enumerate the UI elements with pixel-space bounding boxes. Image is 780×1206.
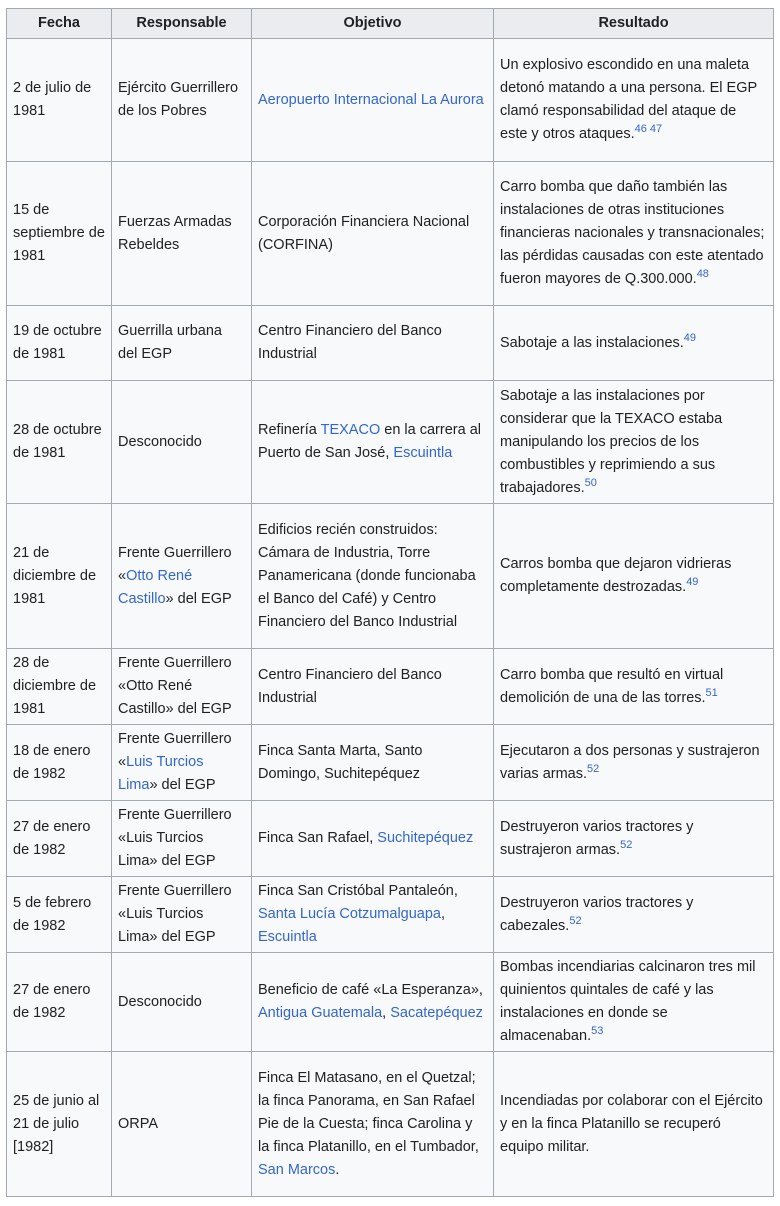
reference-superscript — [635, 123, 663, 135]
objetivo-link[interactable]: Antigua Guatemala — [258, 1005, 383, 1021]
table-row — [7, 649, 774, 725]
responsable-text: Frente Guerrillero « — [118, 731, 232, 770]
responsable-text: Desconocido — [118, 433, 202, 450]
fecha-text: 21 de diciembre de 1981 — [13, 544, 97, 607]
fecha-text: 19 de octubre de 1981 — [13, 323, 102, 362]
cell-resultado — [494, 953, 774, 1052]
cell-responsable — [112, 725, 252, 801]
header-resultado: Resultado — [494, 9, 774, 39]
cell-objetivo — [252, 953, 494, 1052]
cell-responsable — [112, 1052, 252, 1197]
responsable-text: ORPA — [118, 1115, 159, 1132]
reference-superscript — [587, 763, 599, 775]
reference-link[interactable]: 48 — [696, 268, 709, 281]
objetivo-text: Finca Santa Marta, Santo Domingo, Suchitepéquez — [258, 742, 423, 782]
fecha-text: 27 de enero de 1982 — [13, 818, 91, 858]
table-row — [7, 801, 774, 877]
cell-objetivo — [252, 801, 494, 877]
cell-resultado — [494, 306, 774, 381]
cell-responsable — [112, 39, 252, 162]
responsable-text: Fuerzas Armadas Rebeldes — [118, 213, 232, 253]
fecha-text: 25 de junio al — [13, 1092, 100, 1109]
objetivo-text: , — [382, 1005, 391, 1021]
events-table — [6, 8, 774, 1197]
objetivo-text: Corporación Financiera Nacional (CORFINA) — [258, 213, 470, 253]
reference-link[interactable]: 52 — [569, 914, 582, 927]
resultado-text: Destruyeron varios tractores y cabezales. — [500, 894, 694, 934]
responsable-text: Ejército Guerrillero de los Pobres — [118, 80, 239, 119]
fecha-text: 21 de julio [1982] — [13, 1115, 80, 1155]
resultado-text: Ejecutaron a dos personas y sustrajeron varias armas. — [500, 742, 760, 782]
reference-superscript — [684, 332, 696, 344]
cell-responsable — [112, 306, 252, 381]
reference-superscript — [686, 576, 698, 588]
objetivo-link[interactable]: Aeropuerto Internacional La Aurora — [258, 91, 484, 108]
cell-objetivo — [252, 381, 494, 504]
reference-link[interactable]: 47 — [649, 123, 663, 136]
cell-fecha — [7, 1052, 112, 1197]
resultado-text: Carro bomba que resultó en virtual demolición de una de las torres. — [500, 666, 724, 706]
fecha-text: 18 de enero de 1982 — [13, 742, 91, 782]
resultado-text: Sabotaje a las instalaciones. — [500, 334, 684, 351]
objetivo-text: Refinería — [258, 422, 321, 438]
fecha-text: 27 de enero de 1982 — [13, 982, 91, 1021]
responsable-text: Guerrilla urbana del EGP — [118, 323, 222, 362]
cell-fecha — [7, 39, 112, 162]
reference-link[interactable]: 53 — [591, 1025, 604, 1038]
reference-link[interactable]: 49 — [683, 331, 697, 344]
objetivo-text: en la carrera al Puerto de San José, — [258, 422, 481, 461]
cell-fecha — [7, 953, 112, 1052]
table-row — [7, 306, 774, 381]
table-row — [7, 953, 774, 1052]
fecha-text: 5 de febrero de 1982 — [13, 894, 92, 934]
cell-objetivo — [252, 504, 494, 649]
cell-fecha — [7, 162, 112, 306]
objetivo-link[interactable]: Suchitepéquez — [377, 830, 474, 846]
header-responsable: Responsable — [112, 9, 252, 39]
fecha-text: 28 de diciembre de 1981 — [13, 655, 97, 717]
table-row — [7, 162, 774, 306]
cell-responsable — [112, 877, 252, 953]
reference-link[interactable]: 50 — [584, 476, 597, 489]
responsable-text: » del EGP — [149, 777, 216, 793]
cell-responsable — [112, 953, 252, 1052]
resultado-text: Incendiadas por colaborar con el Ejército y en la finca Platanillo se recuperó equipo militar. — [500, 1092, 763, 1155]
fecha-text: 2 de julio de 1981 — [13, 80, 92, 119]
table-row — [7, 877, 774, 953]
reference-superscript — [620, 839, 632, 851]
objetivo-text: Finca San Rafael, — [258, 830, 378, 846]
objetivo-link[interactable]: Santa Lucía Cotzumalguapa — [258, 906, 441, 922]
cell-fecha — [7, 504, 112, 649]
table-body — [7, 39, 774, 1197]
cell-objetivo — [252, 725, 494, 801]
cell-objetivo — [252, 39, 494, 162]
resultado-text: Carros bomba que dejaron vidrieras completamente destrozadas. — [500, 556, 732, 595]
cell-resultado — [494, 649, 774, 725]
responsable-text: » del EGP — [165, 590, 232, 607]
responsable-text: Desconocido — [118, 993, 202, 1010]
objetivo-link[interactable]: Sacatepéquez — [390, 1005, 483, 1021]
objetivo-text: Finca El Matasano, en el Quetzal; la finca Panorama, en San Rafael Pie de la Cuesta; finca Carolina y la finca Platanillo, en el Tumbador, — [258, 1069, 479, 1155]
objetivo-text: Beneficio de café «La Esperanza», — [258, 982, 483, 998]
objetivo-text: Centro Financiero del Banco Industrial — [258, 323, 442, 362]
cell-responsable — [112, 162, 252, 306]
cell-fecha — [7, 649, 112, 725]
cell-resultado — [494, 381, 774, 504]
fecha-text: 15 de septiembre de 1981 — [13, 202, 105, 264]
objetivo-text: , — [441, 906, 446, 922]
objetivo-link[interactable]: Escuintla — [258, 929, 317, 945]
table-row — [7, 504, 774, 649]
resultado-text: Destruyeron varios tractores y sustrajeron armas. — [500, 818, 694, 858]
table-row — [7, 1052, 774, 1197]
header-row — [7, 9, 774, 39]
table-row — [7, 381, 774, 504]
reference-superscript — [585, 477, 597, 489]
responsable-text: Frente Guerrillero « — [118, 544, 232, 584]
reference-link[interactable]: 52 — [587, 762, 600, 775]
cell-resultado — [494, 877, 774, 953]
cell-resultado — [494, 162, 774, 306]
cell-objetivo — [252, 162, 494, 306]
objetivo-link[interactable]: Escuintla — [393, 445, 453, 461]
cell-responsable — [112, 381, 252, 504]
reference-superscript — [591, 1025, 603, 1037]
cell-responsable — [112, 649, 252, 725]
objetivo-link[interactable]: San Marcos — [258, 1161, 336, 1178]
reference-superscript — [697, 268, 709, 280]
responsable-text: Frente Guerrillero «Otto René Castillo» del EGP — [118, 655, 232, 717]
objetivo-link[interactable]: TEXACO — [320, 422, 381, 438]
responsable-text: Frente Guerrillero «Luis Turcios Lima» del EGP — [118, 807, 232, 869]
resultado-text: Un explosivo escondido en una maleta detonó matando a una persona. El EGP clamó responsabilidad del ataque de este y otros ataques. — [500, 57, 757, 142]
header-objetivo: Objetivo — [252, 9, 494, 39]
objetivo-text: Centro Financiero del Banco Industrial — [258, 666, 442, 706]
cell-resultado — [494, 39, 774, 162]
cell-fecha — [7, 381, 112, 504]
cell-objetivo — [252, 877, 494, 953]
cell-fecha — [7, 877, 112, 953]
resultado-text: Bombas incendiarias calcinaron tres mil quinientos quintales de café y las instalaciones en donde se almacenaban. — [500, 959, 756, 1044]
cell-resultado — [494, 504, 774, 649]
cell-objetivo — [252, 306, 494, 381]
cell-responsable — [112, 801, 252, 877]
reference-link[interactable]: 46 — [634, 123, 647, 136]
cell-resultado — [494, 1052, 774, 1197]
resultado-text: Carro bomba que daño también las instalaciones de otras instituciones financieras nacionales y transnacionales; las pérdidas causadas con este atentado fueron mayores de Q.300.000. — [500, 179, 765, 287]
objetivo-text: Finca San Cristóbal Pantaleón, — [258, 883, 458, 899]
reference-superscript — [706, 687, 718, 699]
objetivo-text: . — [335, 1161, 340, 1178]
resultado-text: Sabotaje a las instalaciones por considerar que la TEXACO estaba manipulando los precios de los combustibles y reprimiendo a sus trabajadores. — [500, 387, 723, 496]
reference-superscript — [569, 915, 581, 927]
cell-objetivo — [252, 1052, 494, 1197]
reference-link[interactable]: 52 — [620, 838, 633, 851]
responsable-link[interactable]: Luis Turcios Lima — [118, 754, 204, 793]
cell-fecha — [7, 725, 112, 801]
cell-fecha — [7, 801, 112, 877]
objetivo-text: Edificios recién construidos: Cámara de Industria, Torre Panamericana (donde funcionaba el Banco del Café) y Centro Financiero del Banco Industrial — [258, 521, 476, 630]
responsable-text: Frente Guerrillero «Luis Turcios Lima» del EGP — [118, 883, 232, 945]
table-row — [7, 39, 774, 162]
cell-resultado — [494, 725, 774, 801]
fecha-text: 28 de octubre de 1981 — [13, 422, 102, 461]
reference-link[interactable]: 51 — [705, 686, 718, 699]
reference-link[interactable]: 49 — [686, 576, 699, 589]
cell-responsable — [112, 504, 252, 649]
cell-objetivo — [252, 649, 494, 725]
cell-resultado — [494, 801, 774, 877]
cell-fecha — [7, 306, 112, 381]
header-fecha: Fecha — [7, 9, 112, 39]
table-row — [7, 725, 774, 801]
responsable-link[interactable]: Otto René Castillo — [118, 567, 193, 607]
